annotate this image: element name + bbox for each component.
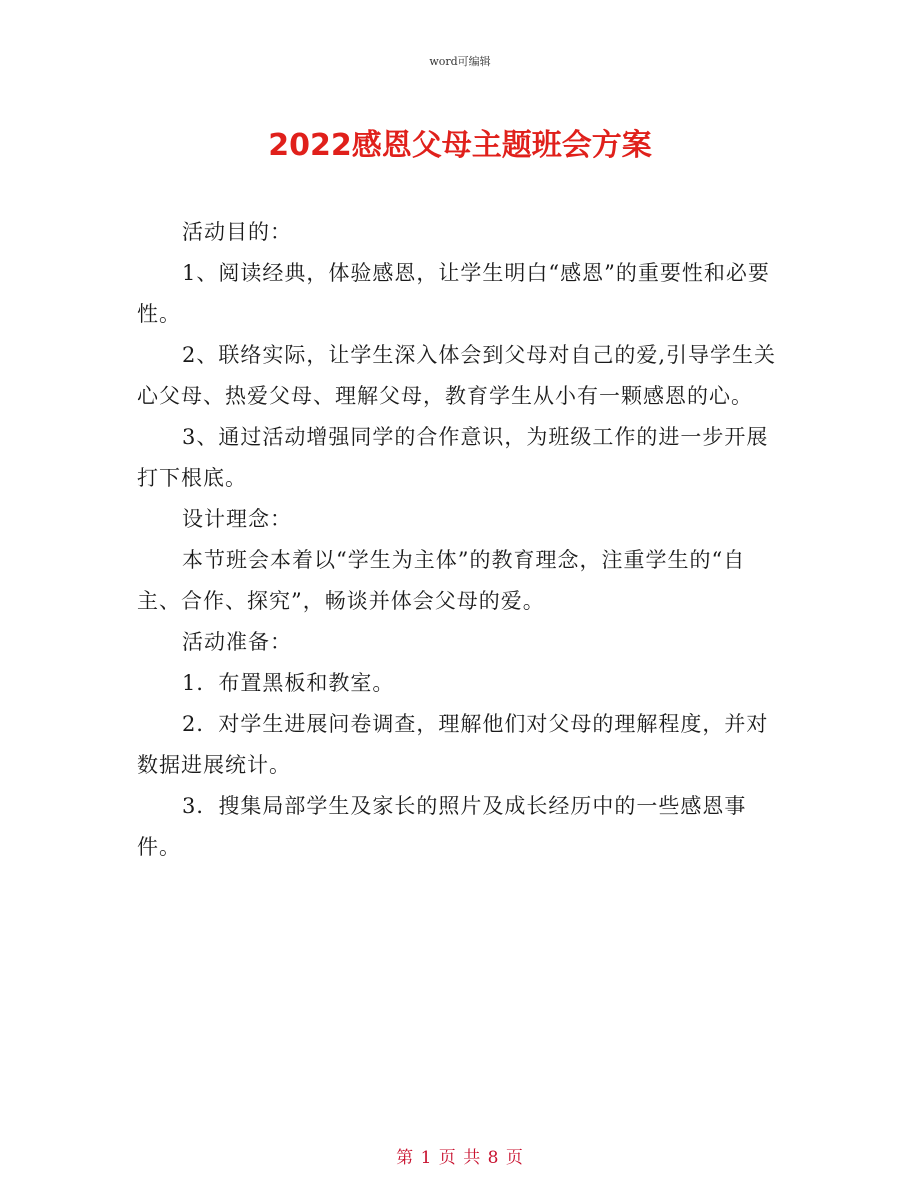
header-note: word可编辑 bbox=[429, 55, 491, 68]
paragraph-preparation-3: 3．搜集局部学生及家长的照片及成长经历中的一些感恩事件。 bbox=[137, 794, 747, 859]
paragraph-preparation-1: 1．布置黑板和教室。 bbox=[182, 671, 395, 695]
paragraph-goal-2: 2、联络实际，让学生深入体会到父母对自己的爱,引导学生关心父母、热爱父母、理解父母，教育学生从小有一颗感恩的心。 bbox=[137, 343, 777, 408]
paragraph-activity-goal-heading: 活动目的： bbox=[182, 220, 292, 244]
paragraph-design-concept-heading: 设计理念： bbox=[182, 507, 292, 531]
document-title: 2022感恩父母主题班会方案 bbox=[268, 128, 652, 163]
paragraph-preparation-heading: 活动准备： bbox=[182, 630, 292, 654]
page-footer: 第 1 页 共 8 页 bbox=[396, 1148, 524, 1168]
document-body bbox=[137, 212, 787, 868]
paragraph-design-concept: 本节班会本着以“学生为主体”的教育理念，注重学生的“自主、合作、探究”，畅谈并体会父母的爱。 bbox=[137, 548, 746, 613]
paragraph-preparation-2: 2．对学生进展问卷调查，理解他们对父母的理解程度，并对数据进展统计。 bbox=[137, 712, 769, 777]
paragraph-goal-1: 1、阅读经典，体验感恩，让学生明白“感恩”的重要性和必要性。 bbox=[137, 261, 770, 326]
paragraph-goal-3: 3、通过活动增强同学的合作意识，为班级工作的进一步开展打下根底。 bbox=[137, 425, 769, 490]
